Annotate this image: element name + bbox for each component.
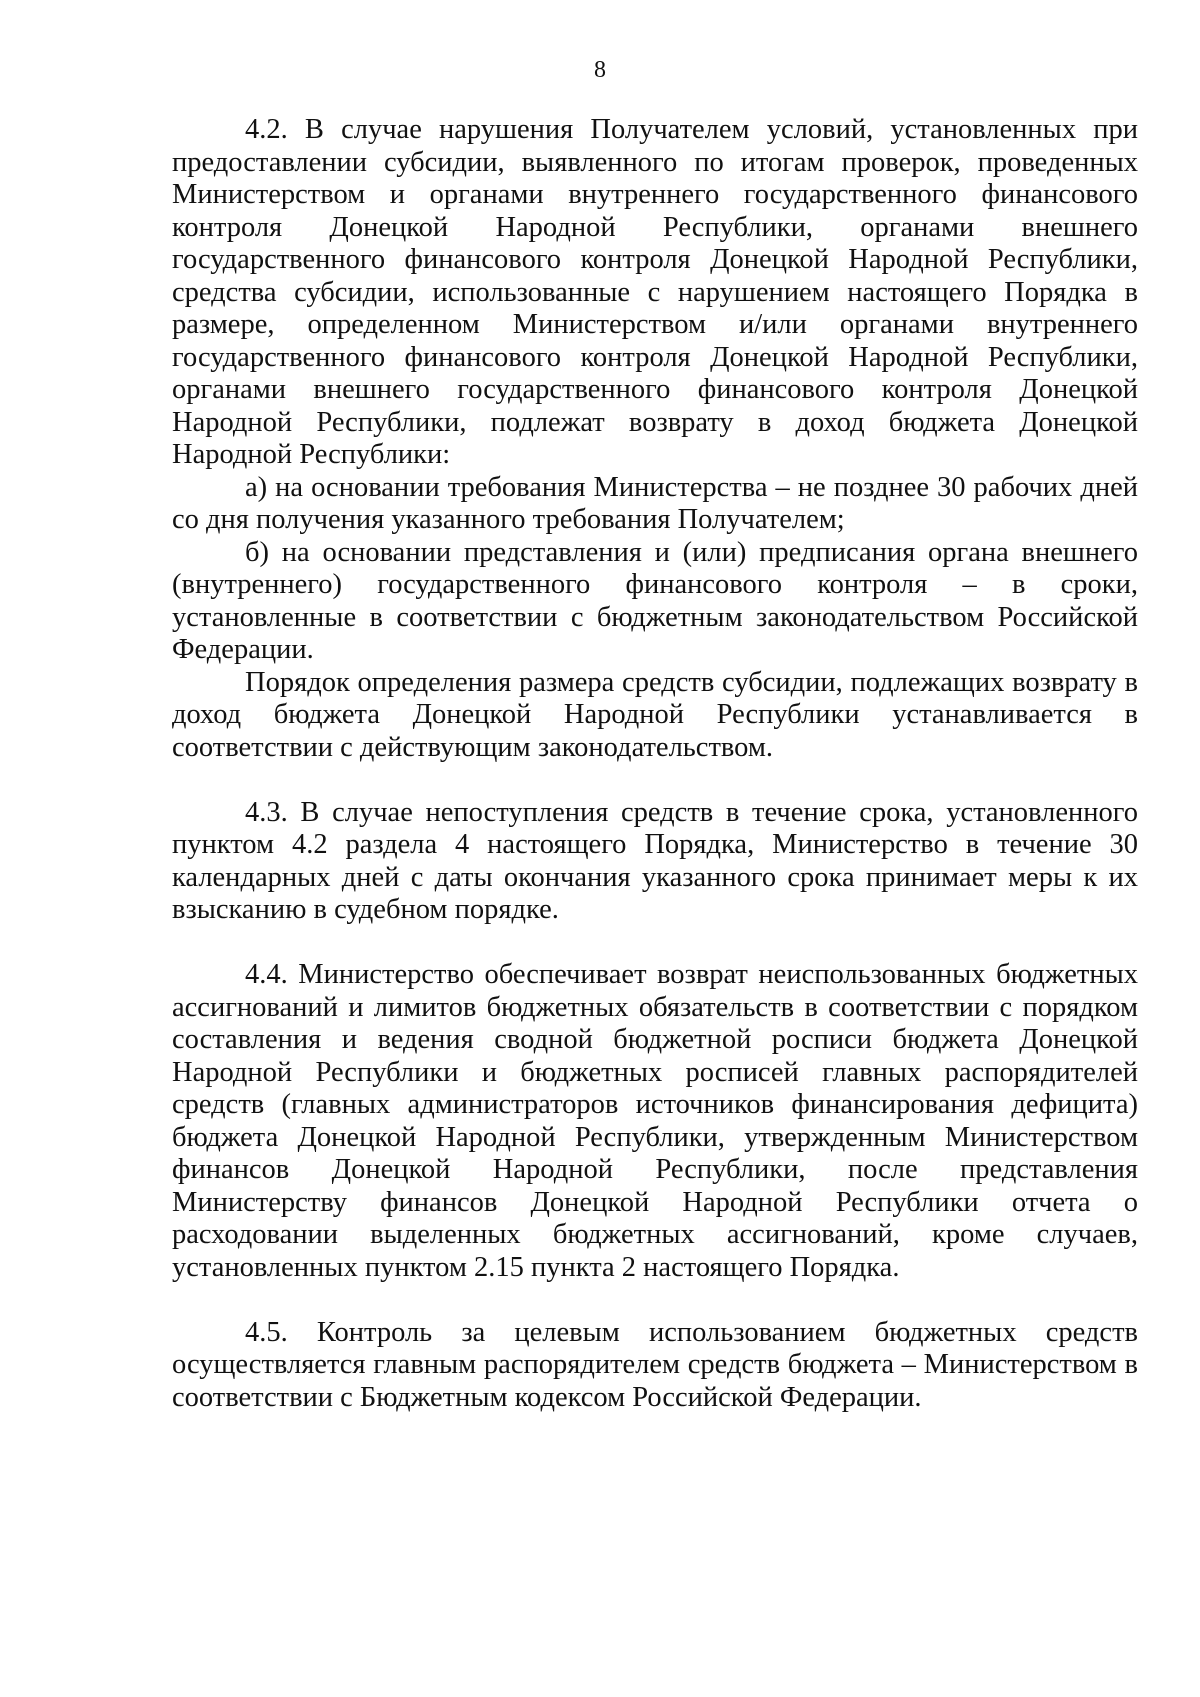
paragraph-4-2-a: а) на основании требования Министерства – не позднее 30 рабочих дней со дня получения указанного требования Получателем; — [172, 471, 1138, 535]
paragraph-spacer — [172, 1284, 1138, 1317]
paragraph-4-2-b: б) на основании представления и (или) предписания органа внешнего (внутреннего) государственного финансового контроля – в сроки, установленные в соответствии с бюджетным законодательством Российской Федерации. — [172, 536, 1138, 665]
paragraph-4-4: 4.4. Министерство обеспечивает возврат неиспользованных бюджетных ассигнований и лимитов бюджетных обязательств в соответствии с порядком составления и ведения сводной бюджетной росписи бюджета Донецкой Народной Республики и бюджетных росписей главных распорядителей средств (главных администраторов источников финансирования дефицита) бюджета Донецкой Народной Республики, утвержденным Министерством финансов Донецкой Народной Республики, после представления Министерству финансов Донецкой Народной Республики отчета о расходовании выделенных бюджетных ассигнований, кроме случаев, установленных пунктом 2.15 пункта 2 настоящего Порядка. — [172, 959, 1138, 1283]
paragraph-spacer — [172, 927, 1138, 960]
paragraph-4-2: 4.2. В случае нарушения Получателем условий, установленных при предоставлении субсидии, выявленного по итогам проверок, проведенных Министерством и органами внутреннего государственного финансового контроля Донецкой Народной Республики, органами внешнего государственного финансового контроля Донецкой Народной Республики, средства субсидии, использованные с нарушением настоящего Порядка в размере, определенном Министерством и/или органами внутреннего государственного финансового контроля Донецкой Народной Республики, органами внешнего государственного финансового контроля Донецкой Народной Республики, подлежат возврату в доход бюджета Донецкой Народной Республики: — [172, 114, 1138, 470]
paragraph-4-5: 4.5. Контроль за целевым использованием бюджетных средств осуществляется главным распорядителем средств бюджета – Министерством в соответствии с Бюджетным кодексом Российской Федерации. — [172, 1316, 1138, 1413]
paragraph-4-3: 4.3. В случае непоступления средств в течение срока, установленного пунктом 4.2 раздела 4 настоящего Порядка, Министерство в течение 30 календарных дней с даты окончания указанного срока принимает меры к их взысканию в судебном порядке. — [172, 796, 1138, 925]
document-body — [172, 114, 1138, 1414]
page-number: 8 — [594, 57, 606, 83]
paragraph-spacer — [172, 764, 1138, 797]
paragraph-refund-procedure: Порядок определения размера средств субсидии, подлежащих возврату в доход бюджета Донецкой Народной Республики устанавливается в соответствии с действующим законодательством. — [172, 666, 1138, 763]
